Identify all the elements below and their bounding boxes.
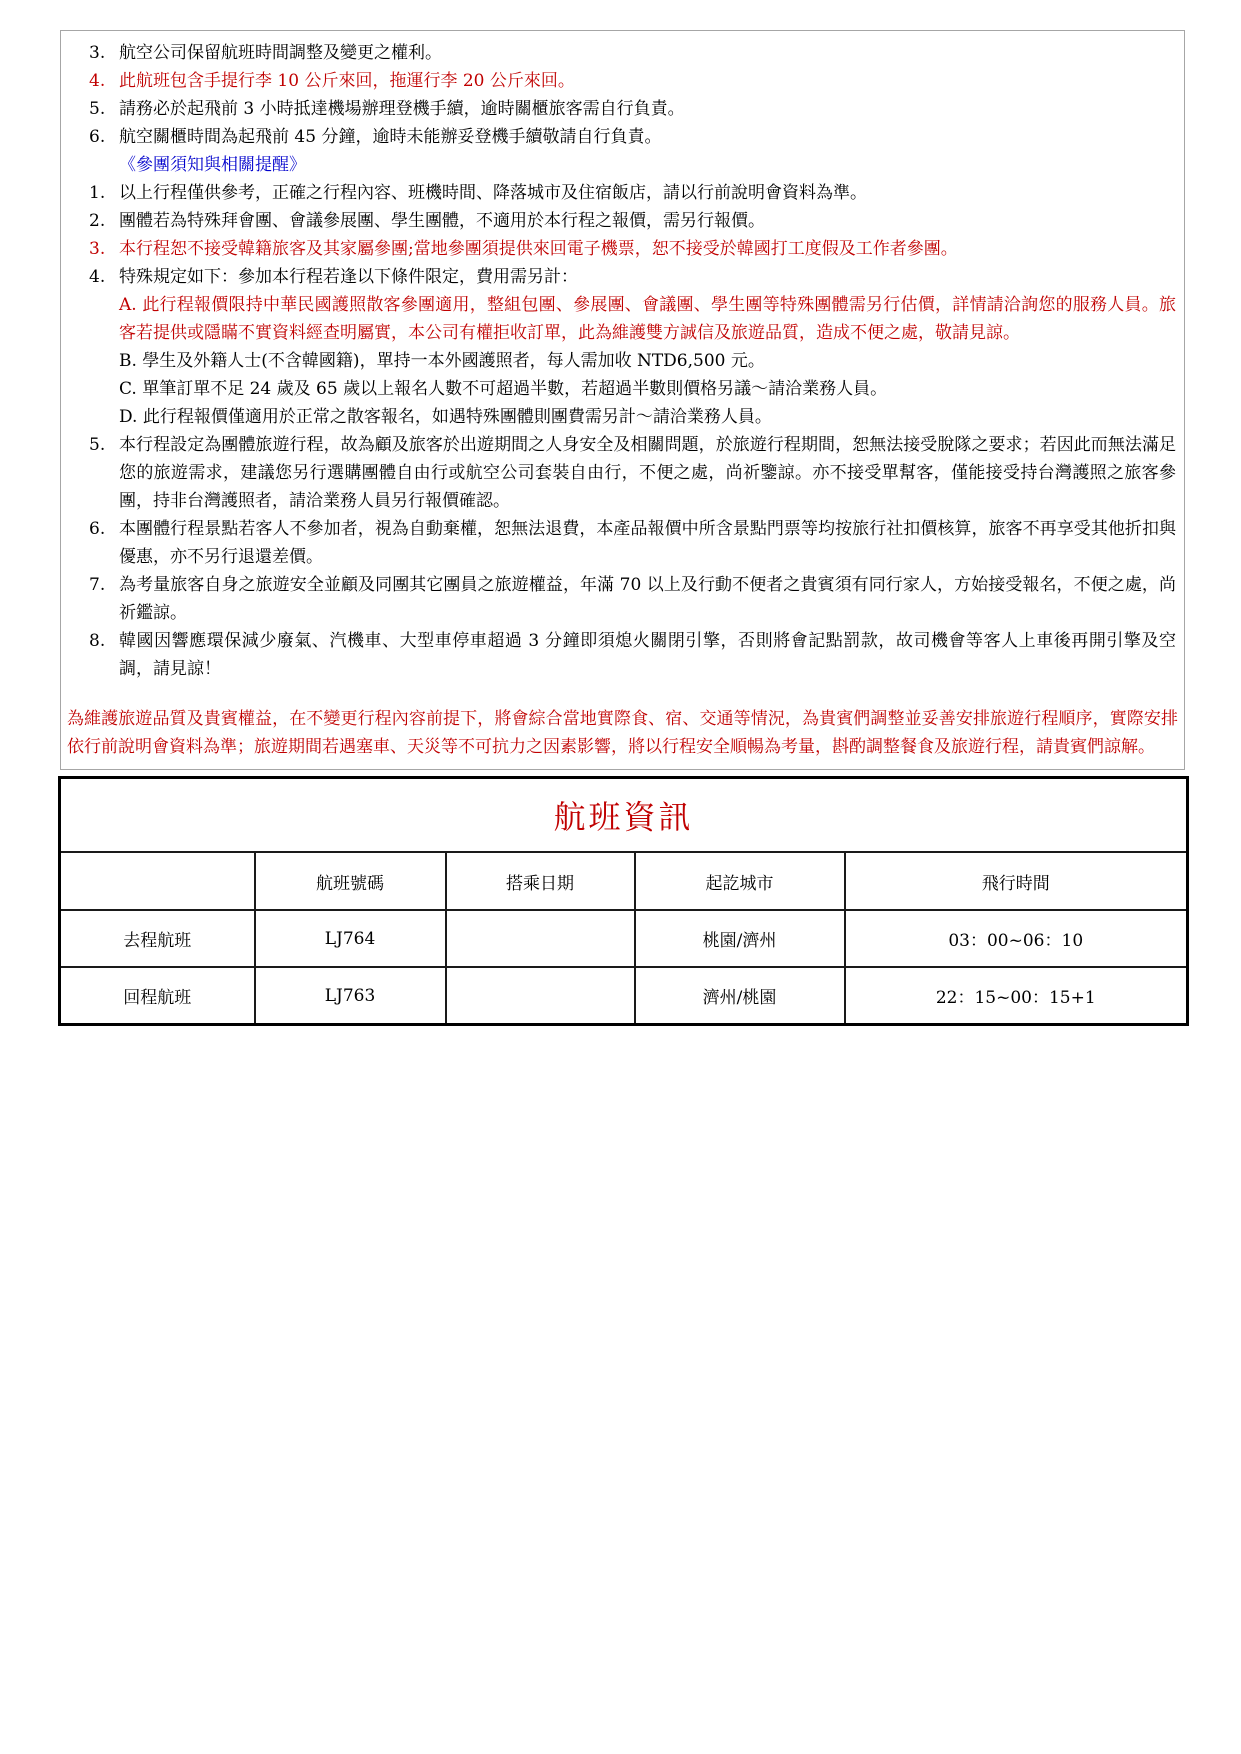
item-number: 6. xyxy=(89,519,106,539)
item-text: 請務必於起飛前 3 小時抵達機場辦理登機手續，逾時關櫃旅客需自行負責。 xyxy=(119,99,685,119)
top-notice-list xyxy=(65,39,1180,151)
item-number: 5. xyxy=(89,99,106,119)
item-number: 4. xyxy=(89,71,106,91)
item-text: 團體若為特殊拜會團、會議參展團、學生團體，不適用於本行程之報價，需另行報價。 xyxy=(119,211,765,231)
table-row-outbound xyxy=(60,910,1188,967)
outbound-flight-number: LJ764 xyxy=(255,910,446,967)
notice-item-7 xyxy=(89,571,1176,627)
return-cities: 濟州/桃園 xyxy=(635,967,845,1025)
header-blank xyxy=(60,852,255,910)
sub-item-d: D. 此行程報價僅適用於正常之散客報名，如遇特殊團體則團費需另計～請洽業務人員。 xyxy=(119,407,772,427)
header-cities: 起訖城市 xyxy=(635,852,845,910)
main-notice-list xyxy=(65,179,1180,683)
item-text: 航空關櫃時間為起飛前 45 分鐘，逾時未能辦妥登機手續敬請自行負責。 xyxy=(119,127,662,147)
outbound-label: 去程航班 xyxy=(60,910,255,967)
item-number: 3. xyxy=(89,239,106,259)
item-text: 本行程恕不接受韓籍旅客及其家屬參團;當地參團須提供來回電子機票，恕不接受於韓國打工度假及工作者參團。 xyxy=(119,239,958,259)
item-number: 1. xyxy=(89,183,106,203)
sub-item-b: B. 學生及外籍人士(不含韓國籍)，單持一本外國護照者，每人需加收 NTD6,500 元。 xyxy=(119,351,765,371)
outbound-date xyxy=(446,910,635,967)
notice-item-5 xyxy=(89,431,1176,515)
return-date xyxy=(446,967,635,1025)
item-text: 航空公司保留航班時間調整及變更之權利。 xyxy=(119,43,442,63)
notice-item-6 xyxy=(89,515,1176,571)
item-text: 以上行程僅供參考，正確之行程內容、班機時間、降落城市及住宿飯店，請以行前說明會資料為準。 xyxy=(119,183,867,203)
notice-item-8 xyxy=(89,627,1176,683)
item-number: 7. xyxy=(89,575,106,595)
table-header-row xyxy=(60,852,1188,910)
table-title-row xyxy=(60,778,1188,853)
return-flight-number: LJ763 xyxy=(255,967,446,1025)
notice-item-1 xyxy=(89,179,1176,207)
table-title-cell xyxy=(60,778,1188,853)
header-flight-time: 飛行時間 xyxy=(845,852,1188,910)
header-travel-date: 搭乘日期 xyxy=(446,852,635,910)
notices-box xyxy=(60,30,1185,770)
item-number: 6. xyxy=(89,127,106,147)
return-time: 22：15~00：15+1 xyxy=(845,967,1188,1025)
item-text: 本團體行程景點若客人不參加者，視為自動棄權，恕無法退費，本產品報價中所含景點門票等均按旅行社扣價核算，旅客不再享受其他折扣與優惠，亦不另行退還差價。 xyxy=(119,519,1176,567)
top-notice-item-3 xyxy=(89,39,1176,67)
flight-info-table xyxy=(58,776,1189,1026)
notice-item-4 xyxy=(89,263,1176,431)
sub-item-c: C. 單筆訂單不足 24 歲及 65 歲以上報名人數不可超過半數，若超過半數則價格另議～請洽業務人員。 xyxy=(119,379,888,399)
sub-item-a: A. 此行程報價限持中華民國護照散客參團適用，整組包團、參展團、會議團、學生團等特殊團體需另行估價，詳情請洽詢您的服務人員。旅客若提供或隱瞞不實資料經查明屬實，本公司有權拒收訂單，此為維護雙方誠信及旅遊品質，造成不便之處，敬請見諒。 xyxy=(119,295,1176,343)
item-text: 特殊規定如下：參加本行程若逢以下條件限定，費用需另計： xyxy=(119,267,578,287)
notice-item-2 xyxy=(89,207,1176,235)
item-text: 此航班包含手提行李 10 公斤來回，拖運行李 20 公斤來回。 xyxy=(119,71,575,91)
table-row-return xyxy=(60,967,1188,1025)
item-text: 本行程設定為團體旅遊行程，故為顧及旅客於出遊期間之人身安全及相關問題，於旅遊行程期間，恕無法接受脫隊之要求；若因此而無法滿足您的旅遊需求，建議您另行選購團體自由行或航空公司套裝自由行，不便之處，尚祈鑒諒。亦不接受單幫客，僅能接受持台灣護照之旅客參團，持非台灣護照者，請洽業務人員另行報價確認。 xyxy=(119,435,1176,511)
top-notice-item-6 xyxy=(89,123,1176,151)
item-text: 韓國因響應環保減少廢氣、汽機車、大型車停車超過 3 分鐘即須熄火關閉引擎，否則將會記點罰款，故司機會等客人上車後再開引擎及空調，請見諒！ xyxy=(119,631,1176,679)
header-flight-number: 航班號碼 xyxy=(255,852,446,910)
section-heading: 《參團須知與相關提醒》 xyxy=(119,155,306,175)
top-notice-item-4 xyxy=(89,67,1176,95)
outbound-cities: 桃園/濟州 xyxy=(635,910,845,967)
adjustment-disclaimer: 為維護旅遊品質及貴賓權益，在不變更行程內容前提下，將會綜合當地實際食、宿、交通等情況，為貴賓們調整並妥善安排旅遊行程順序，實際安排依行前說明會資料為準；旅遊期間若遇塞車、天災等不可抗力之因素影響，將以行程安全順暢為考量，斟酌調整餐食及旅遊行程，請貴賓們諒解。 xyxy=(67,709,1178,757)
notice-item-3 xyxy=(89,235,1176,263)
flight-table-title: 航班資訊 xyxy=(553,798,694,836)
return-label: 回程航班 xyxy=(60,967,255,1025)
item-text: 為考量旅客自身之旅遊安全並顧及同團其它團員之旅遊權益，年滿 70 以上及行動不便者之貴賓須有同行家人，方始接受報名，不便之處，尚祈鑑諒。 xyxy=(119,575,1176,623)
top-notice-item-5 xyxy=(89,95,1176,123)
item-number: 4. xyxy=(89,267,106,287)
item-number: 5. xyxy=(89,435,106,455)
outbound-time: 03：00~06：10 xyxy=(845,910,1188,967)
item-number: 8. xyxy=(89,631,106,651)
item-number: 2. xyxy=(89,211,106,231)
item-number: 3. xyxy=(89,43,106,63)
item-body xyxy=(119,263,1176,431)
